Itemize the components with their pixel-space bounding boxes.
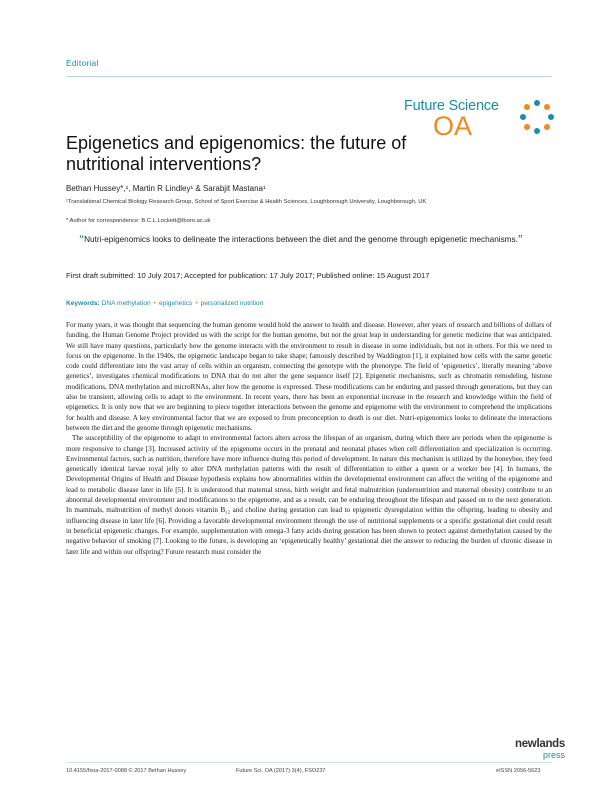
keyword[interactable]: personalized nutrition <box>200 300 264 307</box>
author-list: Bethan Hussey*,¹, Martin R Lindley¹ & Sarabjit Mastana¹ <box>66 184 266 193</box>
journal-logo <box>404 98 499 141</box>
footer-doi: 10.4155/fsoa-2017-0088 © 2017 Bethan Hussey <box>66 768 187 774</box>
keywords-label: Keywords: <box>66 300 100 307</box>
body-paragraph: The susceptibility of the epigenome to adapt to environmental factors alters across the lifespan of an organism, during which there are periods when the epigenome is more responsive to change [3]. Increased activity of the epigenome occurs in the prenatal and neonatal phases when cell differentiation and specialization is occurring. Environmental factors, such as nutrition, therefore have more influence during this period of development. In nature this mechanism is utilized by the honeybee, they feed genetically identical larvae royal jelly to alter DNA methylation patterns with the result of differentiation to either a queen or a worker bee [4]. In humans, the Developmental Origins of Health and Disease hypothesis explains how abnormalities within the developmental environment can affect the writing of the epigenome and lead to metabolic disease later in life [5]. It is understood that maternal stress, birth weight and fetal malnutrition (undernutrition and maternal obesity) contribute to an abnormal developmental environment and modifications to the epigenome, and as a result, can be enduring throughout the lifespan and passed on to the next generation. In mammals, malnutrition of methyl donors vitamin B₁₂ and choline during gestation can lead to epigenetic dysregulation within the offspring, leading to obesity and influencing disease in later life [6]. Providing a favorable developmental environment through the use of nutritional supplements or a specific gestational diet could result in beneficial epigenetic changes. For example, supplementation with omega-3 fatty acids during gestation has been shown to protect against demethylation caused by the negative behavior of smoking [7]. Looking to the future, is developing an ‘epigenetically healthy’ gestational diet the answer to reducing the burden of chronic disease in later life and within our offspring? Future research must consider the <box>66 434 552 556</box>
open-quote-icon: “ <box>79 234 85 245</box>
bullet-icon: • <box>153 300 156 307</box>
article-body <box>66 320 552 557</box>
keywords <box>66 300 263 307</box>
publication-dates: First draft submitted: 10 July 2017; Accepted for publication: 17 July 2017; Published online: 15 August 2017 <box>66 271 430 280</box>
footer-divider <box>66 762 552 763</box>
journal-name: Future Science <box>404 98 499 114</box>
affiliation: ¹Translational Chemical Biology Research Group, School of Sport Exercise & Health Sciences, Loughborough University, Loughborough, UK <box>66 199 427 205</box>
publisher-logo <box>505 739 565 760</box>
keyword[interactable]: epigenetics <box>158 300 193 307</box>
body-paragraph: For many years, it was thought that sequencing the human genome would hold the answer to health and disease. However, after years of research and billions of dollars of funding, the Human Genome Project provided us with the script for the human genome, but not the great leap in understanding for genetic medicine that was anticipated. We still have many questions, particularly how the genome interacts with the environment to result in disease in some individuals, but not in others. For this we need to focus on the epigenome. In the 1940s, the epigenetic landscape began to take shape; famously described by Waddington [1], it explained how cells with the same genetic code could differentiate into the vast array of cells within an organism, connecting the genotype with the phenotype. The field of ‘epigenetics’, literally meaning ‘above genetics’, investigates chemical modifications to DNA that do not alter the gene sequence itself [2]. Epigenetic mechanisms, such as chromatin remodeling, histone modifications, DNA methylation and microRNAs, alter how the genome is expressed. These modifications can be enduring and passed through generations, but they can also be transient, allowing cells to adapt to the environment. In recent years, there has been an exponential increase in the research and knowledge within the field of epigenetics. It is only now that we are beginning to piece together interactions between the genome and epigenome with the environment to comprehend the implications for health and disease. A key environmental factor that we are exposed to from preconception to death is our diet. Nutri-epigenomics looks to delineate the interactions between the diet and the genome through epigenetic mechanisms. <box>66 321 552 432</box>
bullet-icon: • <box>195 300 198 307</box>
article-title: Epigenetics and epigenomics: the future of nutritional interventions? <box>66 133 407 174</box>
journal-oa: OA <box>433 111 473 141</box>
footer-eissn: eISSN 2056-5623 <box>496 768 541 774</box>
section-label: Editorial <box>66 58 99 68</box>
keyword[interactable]: DNA methylation <box>101 300 151 307</box>
publisher-sub: press <box>542 750 565 760</box>
pull-quote-text: Nutri-epigenomics looks to delineate the interactions between the diet and the genome through epigenetic mechanisms. <box>84 235 518 244</box>
publisher-name: newlands <box>514 738 565 750</box>
journal-logo-dots-icon <box>519 99 555 135</box>
footer-citation: Future Sci. OA (2017) 3(4), FSO237 <box>236 768 326 774</box>
correspondence: * Author for correspondence: B.C.L.Lockett@lboro.ac.uk <box>66 218 211 224</box>
pull-quote <box>66 234 536 246</box>
header-divider <box>66 76 552 77</box>
close-quote-icon: ” <box>517 234 523 245</box>
